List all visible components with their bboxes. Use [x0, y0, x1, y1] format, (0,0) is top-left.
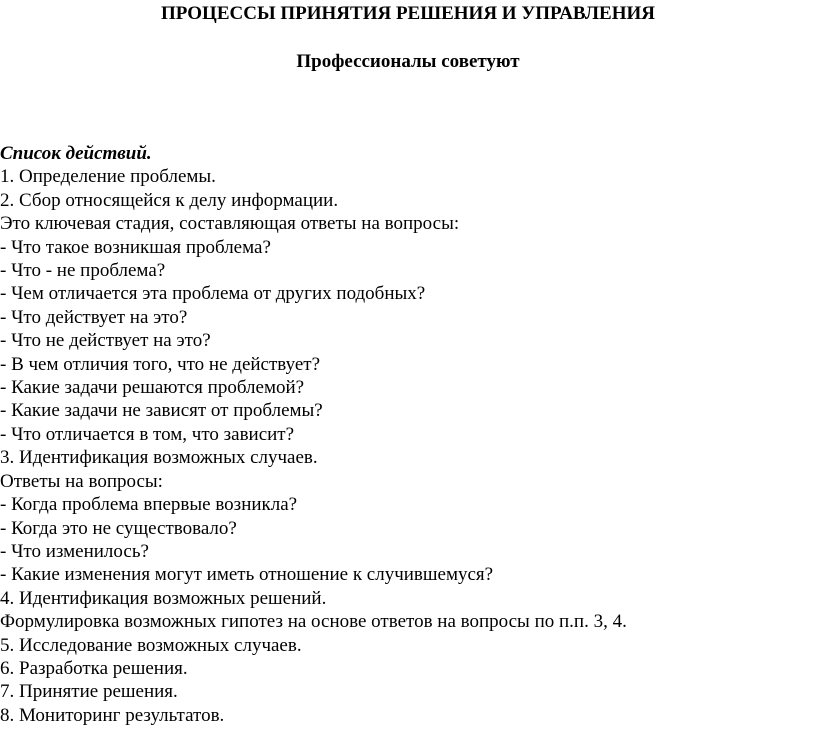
text-line: - Какие задачи не зависят от проблемы? [0, 400, 323, 422]
text-line: - Что отличается в том, что зависит? [0, 423, 295, 445]
text-line: - Что - не проблема? [0, 260, 166, 282]
text-line: Это ключевая стадия, составляющая ответы на вопросы: [0, 213, 460, 235]
text-line: 4. Идентификация возможных решений. [0, 587, 327, 609]
section-heading: Список действий. [0, 143, 152, 164]
text-line: - Что такое возникшая проблема? [0, 236, 271, 258]
text-line: - Что изменилось? [0, 540, 149, 562]
text-line: - Когда проблема впервые возникла? [0, 494, 298, 516]
text-line: Ответы на вопросы: [0, 470, 163, 492]
text-line: 1. Определение проблемы. [0, 166, 216, 188]
text-line: - В чем отличия того, что не действует? [0, 353, 321, 375]
document-body [0, 142, 816, 727]
text-line: - Какие изменения могут иметь отношение к случившемуся? [0, 564, 494, 586]
text-line: - Чем отличается эта проблема от других подобных? [0, 283, 426, 305]
text-line: Формулировка возможных гипотез на основе ответов на вопросы по п.п. 3, 4. [0, 611, 627, 633]
text-line: 5. Исследование возможных случаев. [0, 634, 302, 656]
text-line: - Какие задачи решаются проблемой? [0, 377, 305, 399]
document-title: ПРОЦЕССЫ ПРИНЯТИЯ РЕШЕНИЯ И УПРАВЛЕНИЯ [161, 3, 655, 24]
text-line: 8. Мониторинг результатов. [0, 704, 225, 726]
text-line: - Что действует на это? [0, 306, 188, 328]
text-line: 2. Сбор относящейся к делу информации. [0, 189, 339, 211]
text-line: - Когда это не существовало? [0, 517, 237, 539]
text-line: 7. Принятие решения. [0, 681, 178, 703]
action-list [0, 165, 816, 727]
text-line: 3. Идентификация возможных случаев. [0, 447, 318, 469]
text-line: - Что не действует на это? [0, 330, 211, 352]
text-line: 6. Разработка решения. [0, 657, 188, 679]
document-subtitle: Профессионалы советуют [296, 51, 520, 72]
